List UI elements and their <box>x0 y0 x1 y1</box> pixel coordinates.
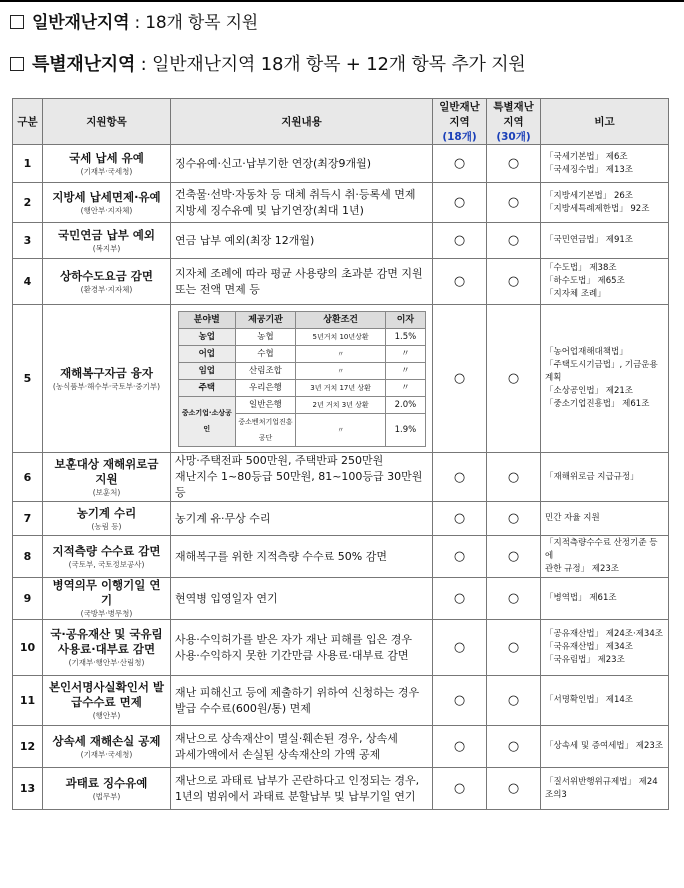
legal-basis-note <box>541 502 669 536</box>
support-content-line: 사용·수익허가를 받은 자가 재난 피해를 입은 경우 <box>175 632 412 646</box>
support-content-line: 재난 피해신고 등에 제출하기 위하여 신청하는 경우 <box>175 685 420 699</box>
row-number: 12 <box>13 726 43 768</box>
circle-mark-icon: ○ <box>453 781 466 796</box>
circle-mark-icon: ○ <box>507 469 520 485</box>
loan-table-header: 상환조건 <box>295 311 386 328</box>
circle-mark-icon: ○ <box>507 640 520 655</box>
support-item-cell <box>43 305 171 453</box>
support-content-line: 징수유예·신고·납부기한 연장(최장9개월) <box>175 156 372 170</box>
support-content-line: 1년의 범위에서 과태료 분할납부 및 납부기일 연기 <box>175 789 416 803</box>
support-item-agency: (국방부·병무청) <box>80 609 133 618</box>
circle-mark-icon: ○ <box>507 511 520 526</box>
support-item-agency: (농식품부·해수부·국토부·중기부) <box>52 381 161 391</box>
note-line: 「국민연금법」 제91조 <box>545 235 633 245</box>
support-content <box>171 259 433 305</box>
support-item-agency: (복지부) <box>92 243 121 253</box>
support-item-name: 과태료 징수유예 <box>65 775 148 790</box>
mark-general-area <box>433 453 487 502</box>
support-item-cell <box>43 183 171 223</box>
note-line: 「지방세특례제한법」 92조 <box>545 203 650 214</box>
loan-field: 주택 <box>178 379 236 396</box>
table-row <box>13 620 669 676</box>
support-item-name: 상하수도요금 감면 <box>60 268 153 283</box>
heading-general-label: 일반재난지역 <box>32 13 130 33</box>
circle-mark-icon: ○ <box>453 469 466 485</box>
header-special-label: 특별재난지역 <box>493 101 534 128</box>
note-line: 「수도법」 제38조 <box>545 263 617 273</box>
header-note: 비고 <box>541 99 669 145</box>
circle-mark-icon: ○ <box>507 233 520 248</box>
circle-mark-icon: ○ <box>507 195 520 210</box>
header-no: 구분 <box>13 99 43 145</box>
row-number: 5 <box>13 305 43 453</box>
support-content <box>171 620 433 676</box>
note-line: 「국세징수법」 제13조 <box>545 164 633 175</box>
mark-special-area <box>487 768 541 810</box>
circle-mark-icon: ○ <box>453 549 466 564</box>
table-row <box>13 453 669 502</box>
loan-table-row <box>178 379 425 396</box>
loan-table-row <box>178 362 425 379</box>
support-content <box>171 676 433 726</box>
support-content-line: 농기계 유·무상 수리 <box>175 511 271 525</box>
note-line: 「병역법」 제61조 <box>545 593 617 603</box>
support-item-name: 국민연금 납부 예외 <box>58 227 155 242</box>
mark-special-area <box>487 259 541 305</box>
support-item-agency: (국토부, 국토정보공사) <box>68 559 145 569</box>
support-content <box>171 502 433 536</box>
table-row <box>13 259 669 305</box>
support-item-name: 지방세 납세면제·유예 <box>52 189 161 204</box>
row-number: 3 <box>13 223 43 259</box>
loan-terms: 3년 거치 17년 상환 <box>295 379 386 396</box>
table-row <box>13 536 669 578</box>
loan-rate: 〃 <box>386 362 425 379</box>
mark-general-area <box>433 145 487 183</box>
loan-terms: 〃 <box>295 345 386 362</box>
mark-general-area <box>433 536 487 578</box>
support-item-agency: (기재부·행안부·산림청) <box>68 658 145 667</box>
support-content <box>171 726 433 768</box>
support-content-line: 사용·수익하지 못한 기간만큼 사용료·대부료 감면 <box>175 648 409 662</box>
header-item: 지원항목 <box>43 99 171 145</box>
legal-basis-note <box>541 305 669 453</box>
note-line: 관한 규정」 제23조 <box>545 564 619 574</box>
mark-general-area <box>433 768 487 810</box>
heading-special-disaster-area <box>10 50 526 76</box>
loan-provider: 일반은행 <box>236 396 296 413</box>
legal-basis-note <box>541 620 669 676</box>
support-item-agency: (법무부) <box>92 791 121 801</box>
mark-general-area <box>433 502 487 536</box>
row-number: 8 <box>13 536 43 578</box>
support-content-line: 재난으로 과태료 납부가 곤란하다고 인정되는 경우, <box>175 773 420 787</box>
support-item-agency: (기재부·국세청) <box>80 749 133 759</box>
row-number: 9 <box>13 578 43 620</box>
legal-basis-note <box>541 768 669 810</box>
mark-general-area <box>433 620 487 676</box>
table-row <box>13 578 669 620</box>
mark-general-area <box>433 726 487 768</box>
support-content-line: 재난지수 1~80등급 50만원, 81~100등급 30만원 등 <box>175 470 423 499</box>
top-rule <box>0 0 684 2</box>
support-content-line: 지방세 징수유예 및 납기연장(최대 1년) <box>175 203 364 217</box>
circle-mark-icon: ○ <box>453 739 466 754</box>
legal-basis-note <box>541 259 669 305</box>
mark-general-area <box>433 578 487 620</box>
support-item-cell <box>43 726 171 768</box>
loan-terms: 2년 거치 3년 상환 <box>295 396 386 413</box>
heading-general-disaster-area <box>10 8 258 33</box>
row-number: 1 <box>13 145 43 183</box>
circle-mark-icon: ○ <box>507 371 520 386</box>
legal-basis-note <box>541 223 669 259</box>
square-bullet-icon <box>10 57 24 71</box>
support-item-name: 국·공유재산 및 국유림 사용료·대부료 감면 <box>50 627 163 656</box>
mark-special-area <box>487 183 541 223</box>
legal-basis-note <box>541 183 669 223</box>
table-row <box>13 305 669 453</box>
circle-mark-icon: ○ <box>507 591 520 606</box>
loan-rate: 2.0% <box>386 396 425 413</box>
loan-field: 임업 <box>178 362 236 379</box>
support-item-agency: (행안부) <box>92 711 121 720</box>
circle-mark-icon: ○ <box>507 739 520 754</box>
loan-rate: 1.9% <box>386 413 425 446</box>
note-line: 「주택도시기금법」, 기금운용계획 <box>545 360 658 383</box>
support-item-cell <box>43 223 171 259</box>
mark-special-area <box>487 305 541 453</box>
mark-special-area <box>487 223 541 259</box>
mark-special-area <box>487 578 541 620</box>
table-row <box>13 183 669 223</box>
loan-provider: 산림조합 <box>236 362 296 379</box>
header-general <box>433 99 487 145</box>
circle-mark-icon: ○ <box>453 195 466 210</box>
mark-special-area <box>487 620 541 676</box>
support-item-cell <box>43 259 171 305</box>
mark-general-area <box>433 183 487 223</box>
loan-rate: 〃 <box>386 379 425 396</box>
table-row <box>13 768 669 810</box>
support-item-cell <box>43 676 171 726</box>
support-item-name: 국세 납세 유예 <box>69 150 144 165</box>
circle-mark-icon: ○ <box>453 591 466 606</box>
note-line: 「국유림법」 제23조 <box>545 655 625 665</box>
loan-table-header-row <box>178 311 425 328</box>
circle-mark-icon: ○ <box>453 640 466 655</box>
support-item-name: 재해복구자금 융자 <box>60 365 153 380</box>
heading-special-text: : 일반재난지역 18개 항목 + 12개 항목 추가 지원 <box>135 54 526 75</box>
mark-special-area <box>487 502 541 536</box>
mark-general-area <box>433 223 487 259</box>
mark-special-area <box>487 145 541 183</box>
support-item-cell <box>43 768 171 810</box>
row-number: 6 <box>13 453 43 502</box>
support-item-name: 농기계 수리 <box>76 505 137 520</box>
note-line: 「서명확인법」 제14조 <box>545 695 633 705</box>
support-item-agency: (기재부·국세청) <box>80 166 133 176</box>
note-line: 「국세기본법」 제6조 <box>545 151 628 162</box>
support-content <box>171 183 433 223</box>
support-content <box>171 578 433 620</box>
support-item-name: 지적측량 수수료 감면 <box>52 543 161 558</box>
row-number: 7 <box>13 502 43 536</box>
note-line: 「농어업재해대책법」 <box>545 347 628 357</box>
support-content-line: 또는 전액 면제 등 <box>175 282 260 296</box>
circle-mark-icon: ○ <box>453 511 466 526</box>
loan-conditions-table <box>178 311 426 447</box>
circle-mark-icon: ○ <box>453 156 466 171</box>
circle-mark-icon: ○ <box>453 693 466 708</box>
table-row <box>13 502 669 536</box>
header-content: 지원내용 <box>171 99 433 145</box>
note-line: 「지방세기본법」 26조 <box>545 190 633 201</box>
support-item-agency: (보훈처) <box>92 487 121 497</box>
note-line: 「중소기업진흥법」 제61조 <box>545 399 650 409</box>
loan-terms: 〃 <box>295 413 386 446</box>
circle-mark-icon: ○ <box>507 693 520 708</box>
circle-mark-icon: ○ <box>507 274 520 289</box>
support-item-cell <box>43 620 171 676</box>
support-content-line: 연금 납부 예외(최장 12개월) <box>175 233 315 247</box>
loan-field: 중소기업·소상공인 <box>178 396 236 446</box>
support-content-line: 재난으로 상속재산이 멸실·훼손된 경우, 상속세 <box>175 731 398 745</box>
circle-mark-icon: ○ <box>453 233 466 248</box>
circle-mark-icon: ○ <box>507 156 520 171</box>
note-line: 「국유재산법」 제34조 <box>545 642 633 652</box>
support-content <box>171 223 433 259</box>
support-content-line: 건축물·선박·자동차 등 대체 취득시 취·등록세 면제 <box>175 187 416 201</box>
legal-basis-note <box>541 726 669 768</box>
note-line: 「질서위반행위규제법」 제24조의3 <box>545 776 658 800</box>
loan-terms: 5년거치 10년상환 <box>295 328 386 345</box>
support-items-table <box>12 98 669 810</box>
mark-special-area <box>487 453 541 502</box>
legal-basis-note <box>541 536 669 578</box>
support-content <box>171 768 433 810</box>
circle-mark-icon: ○ <box>507 549 520 564</box>
support-item-cell <box>43 145 171 183</box>
table-row <box>13 726 669 768</box>
loan-table-header: 분야별 <box>178 311 236 328</box>
mark-special-area <box>487 726 541 768</box>
support-item-name: 보훈대상 재해위로금 지원 <box>54 456 159 486</box>
support-item-name: 상속세 재해손실 공제 <box>52 733 161 748</box>
note-line: 「지자체 조례」 <box>545 289 606 299</box>
support-item-cell <box>43 453 171 502</box>
support-content-line: 지자체 조례에 따라 평균 사용량의 초과분 감면 지원 <box>175 266 423 280</box>
row-number: 10 <box>13 620 43 676</box>
legal-basis-note <box>541 578 669 620</box>
header-special-count: (30개) <box>496 131 531 143</box>
table-row <box>13 223 669 259</box>
loan-table-header: 제공기관 <box>236 311 296 328</box>
support-item-agency: (행안부·지자체) <box>80 205 133 215</box>
circle-mark-icon: ○ <box>507 781 520 796</box>
loan-field: 농업 <box>178 328 236 345</box>
note-line: 「하수도법」 제65조 <box>545 276 625 286</box>
mark-special-area <box>487 536 541 578</box>
support-item-agency: (농림 등) <box>91 521 122 531</box>
header-special <box>487 99 541 145</box>
support-content <box>171 453 433 502</box>
support-content-line: 발급 수수료(600원/통) 면제 <box>175 701 311 715</box>
loan-terms: 〃 <box>295 362 386 379</box>
note-line: 「재해위로금 지급규정」 <box>545 471 639 482</box>
loan-field: 어업 <box>178 345 236 362</box>
table-row <box>13 676 669 726</box>
header-general-label: 일반재난지역 <box>439 101 480 128</box>
circle-mark-icon: ○ <box>453 371 466 386</box>
table-header-row <box>13 99 669 145</box>
circle-mark-icon: ○ <box>453 274 466 289</box>
mark-general-area <box>433 676 487 726</box>
support-content <box>171 305 433 453</box>
loan-rate: 〃 <box>386 345 425 362</box>
support-content <box>171 536 433 578</box>
support-content-line: 사망·주택전파 500만원, 주택반파 250만원 <box>175 454 384 467</box>
support-item-cell <box>43 536 171 578</box>
support-item-agency: (환경부·지자체) <box>80 284 133 294</box>
support-item-cell <box>43 502 171 536</box>
row-number: 2 <box>13 183 43 223</box>
note-line: 민간 자율 지원 <box>545 513 600 523</box>
support-content-line: 재해복구를 위한 지적측량 수수료 50% 감면 <box>175 549 387 563</box>
support-item-name: 본인서명사실확인서 발급수수료 면제 <box>48 680 165 709</box>
support-item-cell <box>43 578 171 620</box>
legal-basis-note <box>541 676 669 726</box>
mark-general-area <box>433 305 487 453</box>
header-general-count: (18개) <box>442 131 477 143</box>
loan-table-header: 이자 <box>386 311 425 328</box>
loan-rate: 1.5% <box>386 328 425 345</box>
support-content-line: 현역병 입영일자 연기 <box>175 591 278 605</box>
loan-table-row <box>178 345 425 362</box>
note-line: 「공유재산법」 제24조·제34조 <box>545 629 663 639</box>
note-line: 「상속세 및 증여세법」 제23조 <box>545 741 664 751</box>
row-number: 13 <box>13 768 43 810</box>
row-number: 4 <box>13 259 43 305</box>
support-content <box>171 145 433 183</box>
square-bullet-icon <box>10 15 24 29</box>
table-row <box>13 145 669 183</box>
loan-provider: 중소벤처기업진흥공단 <box>236 413 296 446</box>
row-number: 11 <box>13 676 43 726</box>
loan-provider: 수협 <box>236 345 296 362</box>
legal-basis-note <box>541 453 669 502</box>
mark-special-area <box>487 676 541 726</box>
loan-provider: 우리은행 <box>236 379 296 396</box>
note-line: 「지적측량수수료 산정기준 등에 <box>545 538 658 561</box>
heading-special-label: 특별재난지역 <box>32 54 136 75</box>
note-line: 「소상공인법」 제21조 <box>545 386 633 396</box>
heading-general-text: : 18개 항목 지원 <box>129 13 259 33</box>
support-content-line: 과세가액에서 손실된 상속재산의 가액 공제 <box>175 747 381 761</box>
loan-provider: 농협 <box>236 328 296 345</box>
support-item-name: 병역의무 이행기일 연기 <box>52 578 161 607</box>
loan-table-row <box>178 396 425 413</box>
loan-table-row <box>178 328 425 345</box>
mark-general-area <box>433 259 487 305</box>
legal-basis-note <box>541 145 669 183</box>
